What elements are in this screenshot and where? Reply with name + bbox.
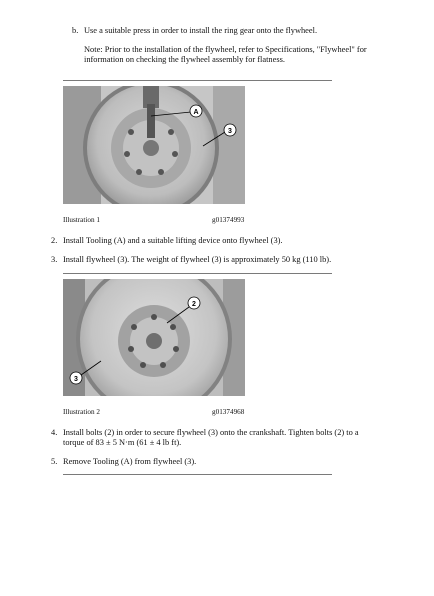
callout-3: 3 [228, 128, 232, 135]
step-2-text: Install Tooling (A) and a suitable lifting device onto flywheel (3). [63, 236, 283, 245]
step-4-line-1: Install bolts (2) in order to secure flywheel (3) onto the crankshaft. Tighten bolts (2) to a [63, 428, 359, 437]
illustration-1-caption: Illustration 1 [63, 216, 100, 224]
note-label: Note: [84, 45, 103, 54]
callout-3b: 3 [74, 376, 78, 383]
callout-a: A [193, 109, 199, 116]
illustration-1-code: g01374993 [212, 216, 245, 224]
note-line-2: information on checking the flywheel assembly for flatness. [84, 55, 285, 64]
step-4-number: 4. [51, 428, 58, 437]
note-text-1: Prior to the installation of the flywheel, refer to Specifications, "Flywheel" for [104, 45, 367, 54]
step-2-number: 2. [51, 236, 58, 245]
step-b-text: Use a suitable press in order to install the ring gear onto the flywheel. [84, 26, 318, 35]
divider-top-illustration-1 [63, 80, 332, 81]
divider-bottom [63, 474, 332, 475]
step-5-text: Remove Tooling (A) from flywheel (3). [63, 457, 197, 466]
callout-2: 2 [192, 301, 196, 308]
illustration-2-caption: Illustration 2 [63, 408, 100, 416]
illustration-1-photo [63, 86, 245, 204]
step-3-text: Install flywheel (3). The weight of flywheel (3) is approximately 50 kg (110 lb). [63, 255, 332, 264]
note-line-1 [84, 45, 367, 56]
divider-top-illustration-2 [63, 273, 332, 274]
illustration-2-code: g01374968 [212, 408, 245, 416]
step-b-marker: b. [72, 26, 79, 35]
step-4-line-2: torque of 83 ± 5 N·m (61 ± 4 lb ft). [63, 438, 182, 447]
illustration-2-photo [63, 279, 245, 396]
step-5-number: 5. [51, 457, 58, 466]
step-3-number: 3. [51, 255, 58, 264]
